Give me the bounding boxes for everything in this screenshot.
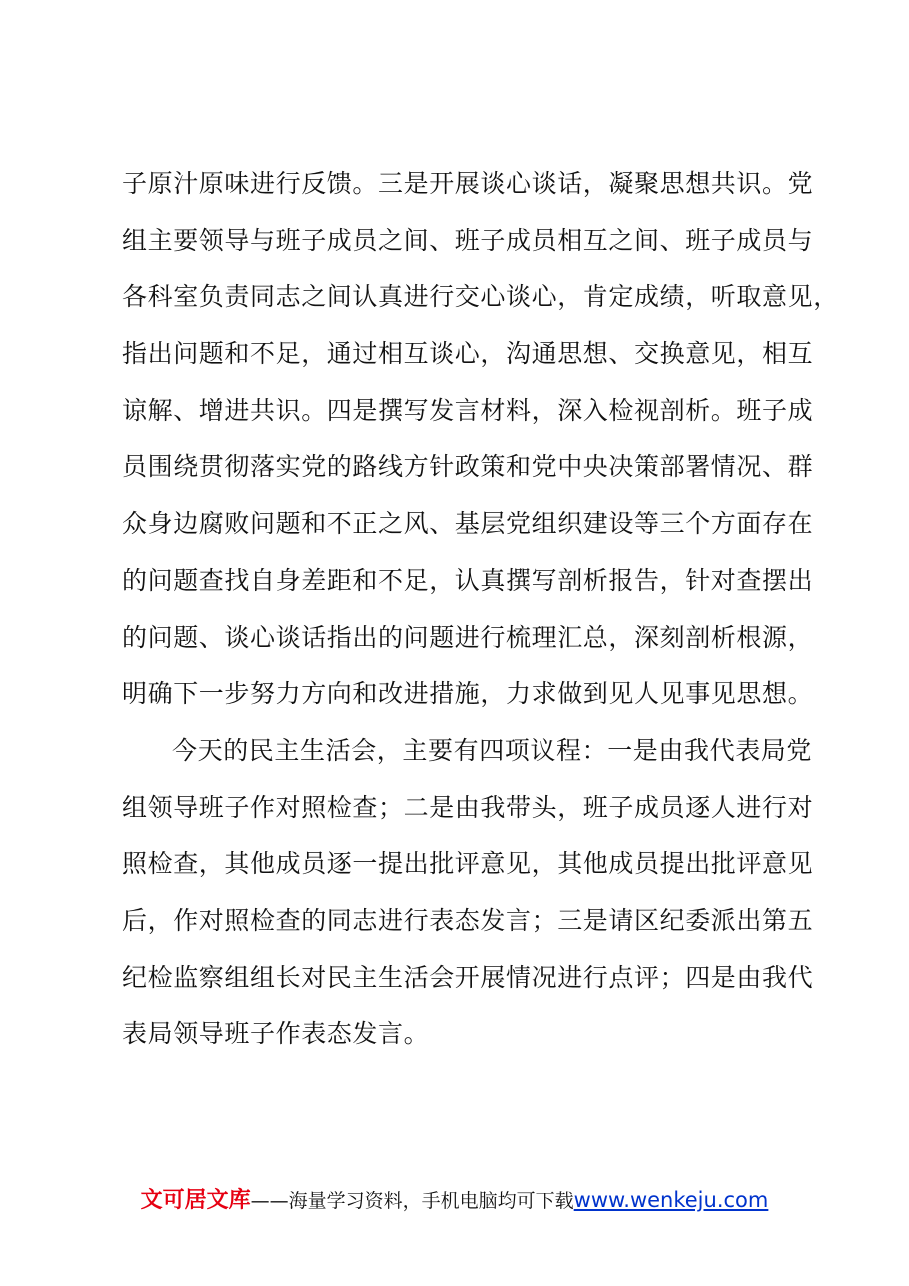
paragraph-line: 各科室负责同志之间认真进行交心谈心，肯定成绩，听取意见， (122, 282, 839, 312)
paragraph-line: 员围绕贯彻落实党的路线方针政策和党中央决策部署情况、群 (122, 452, 814, 482)
paragraph-line: 众身边腐败问题和不正之风、基层党组织建设等三个方面存在 (122, 509, 814, 539)
paragraph-line: 照检查，其他成员逐一提出批评意见，其他成员提出批评意见 (122, 849, 814, 879)
paragraph-line: 今天的民主生活会，主要有四项议程：一是由我代表局党 (172, 735, 813, 765)
brand-name: 文可居文库 (140, 1188, 251, 1213)
paragraph-line: 组主要领导与班子成员之间、班子成员相互之间、班子成员与 (122, 225, 814, 255)
website-link[interactable]: www.wenkeju.com (573, 1188, 769, 1212)
footer-tagline: ——海量学习资料，手机电脑均可下载 (250, 1190, 574, 1212)
paragraph-line: 组领导班子作对照检查；二是由我带头，班子成员逐人进行对 (122, 792, 814, 822)
paragraph-line: 明确下一步努力方向和改进措施，力求做到见人见事见思想。 (122, 679, 814, 709)
paragraph-line: 后，作对照检查的同志进行表态发言；三是请区纪委派出第五 (122, 905, 814, 935)
footer-banner (0, 1183, 909, 1214)
paragraph-line: 表局领导班子作表态发言。 (122, 1019, 430, 1049)
document-body (122, 156, 839, 1063)
paragraph-line: 指出问题和不足，通过相互谈心，沟通思想、交换意见，相互 (122, 339, 814, 369)
paragraph-line: 的问题、谈心谈话指出的问题进行梳理汇总，深刻剖析根源， (122, 622, 814, 652)
paragraph-line: 纪检监察组组长对民主生活会开展情况进行点评；四是由我代 (122, 962, 814, 992)
paragraph-line: 子原汁原味进行反馈。三是开展谈心谈话，凝聚思想共识。党 (122, 169, 814, 198)
paragraph-line: 谅解、增进共识。四是撰写发言材料，深入检视剖析。班子成 (122, 395, 814, 425)
paragraph-line: 的问题查找自身差距和不足，认真撰写剖析报告，针对查摆出 (122, 565, 814, 595)
